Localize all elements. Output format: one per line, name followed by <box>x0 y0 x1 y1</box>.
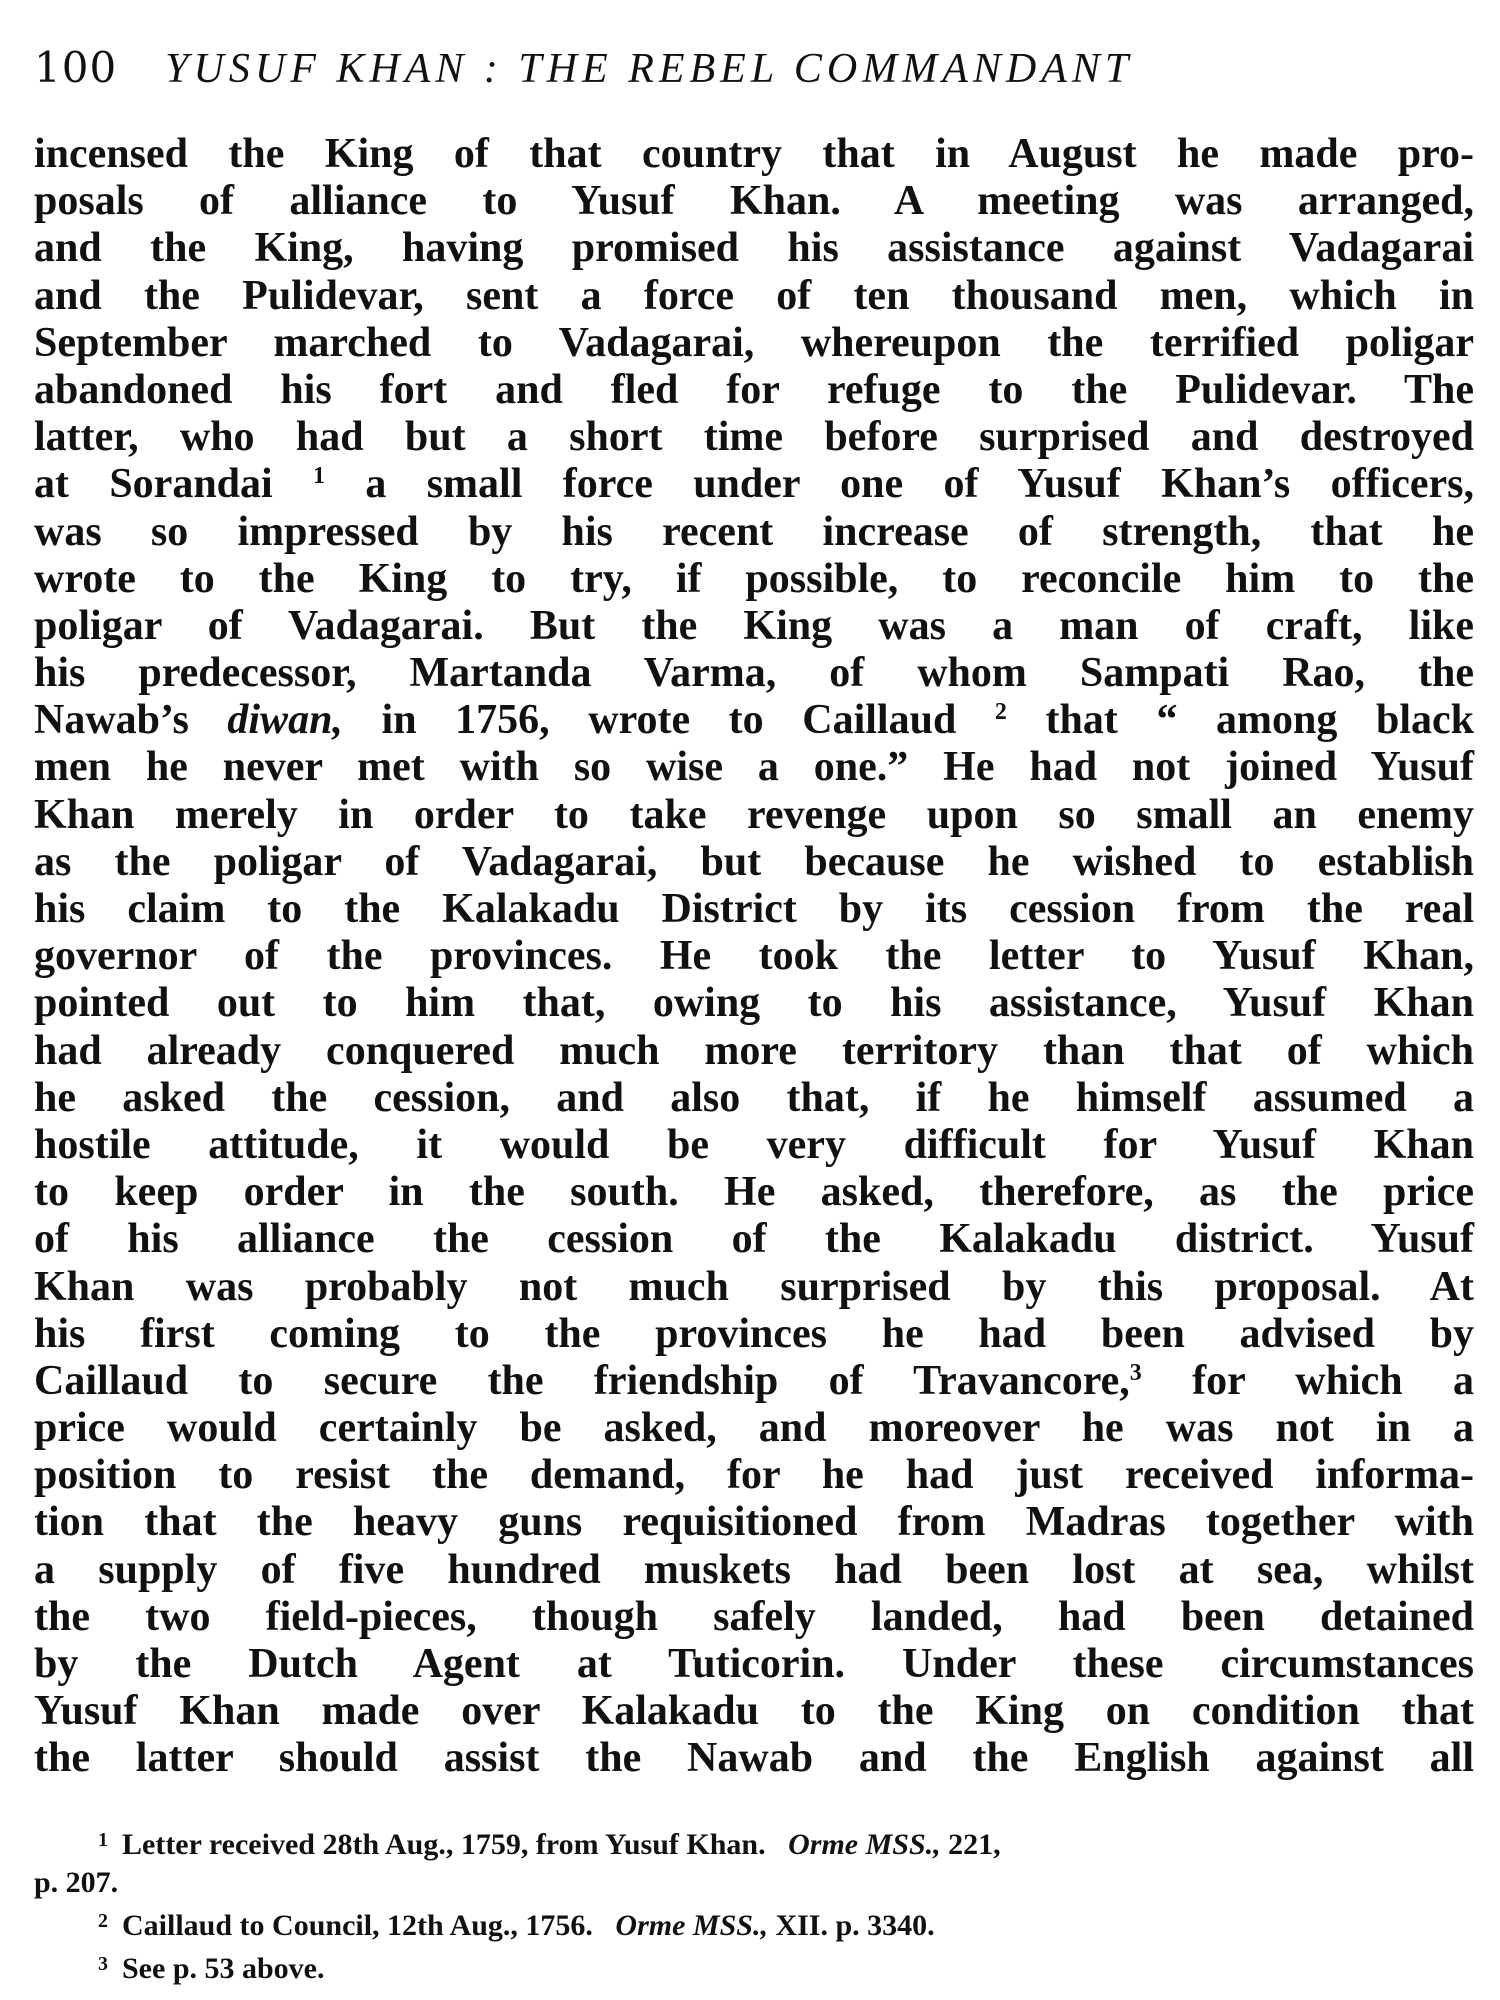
text-line: to keep order in the south. He asked, therefore, as the price <box>34 1169 1474 1216</box>
footnote <box>34 1821 1474 1864</box>
footnote-text-tail: XII. p. 3340. <box>775 1908 935 1942</box>
text-line: of his alliance the cession of the Kalakadu district. Yusuf <box>34 1216 1474 1263</box>
text-line: hostile attitude, it would be very difficult for Yusuf Khan <box>34 1121 1474 1168</box>
footnote-mark: 1 <box>98 1828 108 1851</box>
footnote <box>34 1945 1474 1988</box>
text-segment: Nawab’s <box>34 697 228 744</box>
text-line: governor of the provinces. He took the letter to Yusuf Khan, <box>34 933 1474 980</box>
text-line: abandoned his fort and fled for refuge to the Pulidevar. The <box>34 366 1474 413</box>
footnote-source: Orme MSS., <box>615 1908 768 1942</box>
footnotes <box>34 1821 1474 1988</box>
text-line: poligar of Vadagarai. But the King was a man of craft, like <box>34 602 1474 649</box>
footnote-text: See p. 53 above. <box>122 1951 325 1985</box>
text-line: Yusuf Khan made over Kalakadu to the King on condition that <box>34 1688 1474 1735</box>
text-segment: for which a <box>1141 1357 1474 1404</box>
text-line: pointed out to him that, owing to his assistance, Yusuf Khan <box>34 980 1474 1027</box>
text-line: latter, who had but a short time before surprised and destroyed <box>34 414 1474 461</box>
text-line: his predecessor, Martanda Varma, of whom Sampati Rao, the <box>34 650 1474 697</box>
footnote-mark: 2 <box>98 1909 108 1932</box>
text-segment: at Sorandai <box>34 461 314 508</box>
footnote-reference: 2 <box>994 699 1007 726</box>
text-line: he asked the cession, and also that, if he himself assumed a <box>34 1074 1474 1121</box>
text-line: as the poligar of Vadagarai, but because he wished to establish <box>34 838 1474 885</box>
text-line: and the Pulidevar, sent a force of ten thousand men, which in <box>34 272 1474 319</box>
text-line: was so impressed by his recent increase of strength, that he <box>34 508 1474 555</box>
text-line: the latter should assist the Nawab and the English against all <box>34 1735 1474 1782</box>
text-line <box>34 1358 1474 1405</box>
page-number: 100 <box>34 43 118 92</box>
text-line: incensed the King of that country that in August he made pro- <box>34 131 1474 177</box>
running-head <box>34 40 1474 97</box>
footnote-reference: 1 <box>313 463 326 490</box>
text-line: had already conquered much more territory than that of which <box>34 1027 1474 1074</box>
italic-term: diwan, <box>227 697 343 744</box>
text-segment: that “ among black <box>1006 697 1474 744</box>
footnote <box>34 1902 1474 1945</box>
text-line: a supply of five hundred muskets had been lost at sea, whilst <box>34 1546 1474 1593</box>
text-line: position to resist the demand, for he had just received informa- <box>34 1452 1474 1499</box>
footnote-continuation: p. 207. <box>34 1865 119 1899</box>
text-segment: Caillaud to secure the friendship of Travancore, <box>34 1357 1130 1404</box>
text-segment: in 1756, wrote to Caillaud <box>342 697 995 744</box>
text-line: his claim to the Kalakadu District by its cession from the real <box>34 886 1474 932</box>
text-line: posals of alliance to Yusuf Khan. A meeting was arranged, <box>34 178 1474 225</box>
text-segment: a small force under one of Yusuf Khan’s officers, <box>325 461 1474 508</box>
text-line <box>34 697 1474 744</box>
body-text <box>34 131 1474 1783</box>
footnote-text: Caillaud to Council, 12th Aug., 1756. <box>122 1908 593 1942</box>
running-title: YUSUF KHAN : THE REBEL COMMANDANT <box>165 46 1134 92</box>
footnote-mark: 3 <box>98 1952 108 1975</box>
footnote-text-tail: 221, <box>948 1827 1001 1861</box>
text-line: September marched to Vadagarai, whereupon the terrified poligar <box>34 319 1474 366</box>
footnote-source: Orme MSS., <box>788 1827 941 1861</box>
book-page <box>34 40 1474 1988</box>
text-line <box>34 461 1474 508</box>
text-line: price would certainly be asked, and moreover he was not in a <box>34 1405 1474 1452</box>
text-line: tion that the heavy guns requisitioned from Madras together with <box>34 1499 1474 1546</box>
text-line: and the King, having promised his assistance against Vadagarai <box>34 225 1474 272</box>
footnote-reference: 3 <box>1129 1359 1142 1386</box>
footnote-text: Letter received 28th Aug., 1759, from Yusuf Khan. <box>122 1827 766 1861</box>
text-line: the two field-pieces, though safely landed, had been detained <box>34 1593 1474 1640</box>
text-line: Khan merely in order to take revenge upon so small an enemy <box>34 791 1474 838</box>
text-line: by the Dutch Agent at Tuticorin. Under these circumstances <box>34 1641 1474 1687</box>
text-line: wrote to the King to try, if possible, to reconcile him to the <box>34 555 1474 602</box>
text-line: his first coming to the provinces he had been advised by <box>34 1310 1474 1357</box>
text-line: men he never met with so wise a one.” He had not joined Yusuf <box>34 744 1474 791</box>
text-line: Khan was probably not much surprised by this proposal. At <box>34 1263 1474 1310</box>
